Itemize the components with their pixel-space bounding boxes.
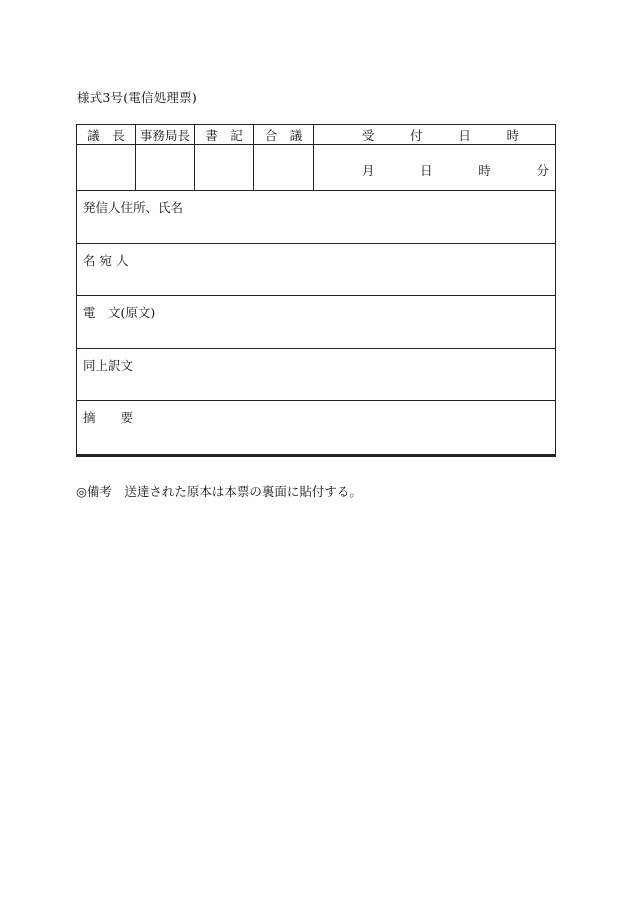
seal-box-consultation[interactable] (254, 145, 314, 190)
seal-box-secretary-general[interactable] (136, 145, 195, 190)
remarks-note: ◎備考 送達された原本は本票の裏面に貼付する。 (76, 484, 362, 499)
header-chair: 議 長 (77, 125, 136, 144)
month-label: 月 (362, 163, 375, 178)
header-consultation: 合 議 (254, 125, 314, 144)
receipt-char-1: 受 (361, 127, 375, 143)
hour-label: 時 (478, 163, 491, 178)
addressee-field[interactable]: 名 宛 人 (77, 244, 555, 297)
header-secretary-general: 事務局長 (136, 125, 195, 144)
receipt-datetime-field[interactable] (314, 145, 555, 190)
day-label: 日 (420, 163, 433, 178)
receipt-char-3: 日 (458, 127, 471, 143)
approval-header-row (77, 125, 555, 145)
approval-seal-row (77, 145, 555, 191)
seal-box-chair[interactable] (77, 145, 136, 190)
minute-label: 分 (536, 163, 549, 178)
header-clerk: 書 記 (195, 125, 254, 144)
sender-address-name-field[interactable]: 発信人住所、氏名 (77, 191, 555, 244)
receipt-char-4: 時 (506, 127, 520, 143)
summary-field[interactable]: 摘 要 (83, 410, 134, 425)
telegram-processing-form (76, 124, 556, 455)
header-receipt-datetime (314, 125, 555, 144)
receipt-char-2: 付 (410, 127, 423, 143)
seal-box-clerk[interactable] (195, 145, 254, 190)
translation-field[interactable]: 同上訳文 (77, 349, 555, 402)
form-title: 様式3号(電信処理票) (77, 90, 197, 105)
telegram-original-text-field[interactable]: 電 文(原文) (77, 296, 555, 349)
